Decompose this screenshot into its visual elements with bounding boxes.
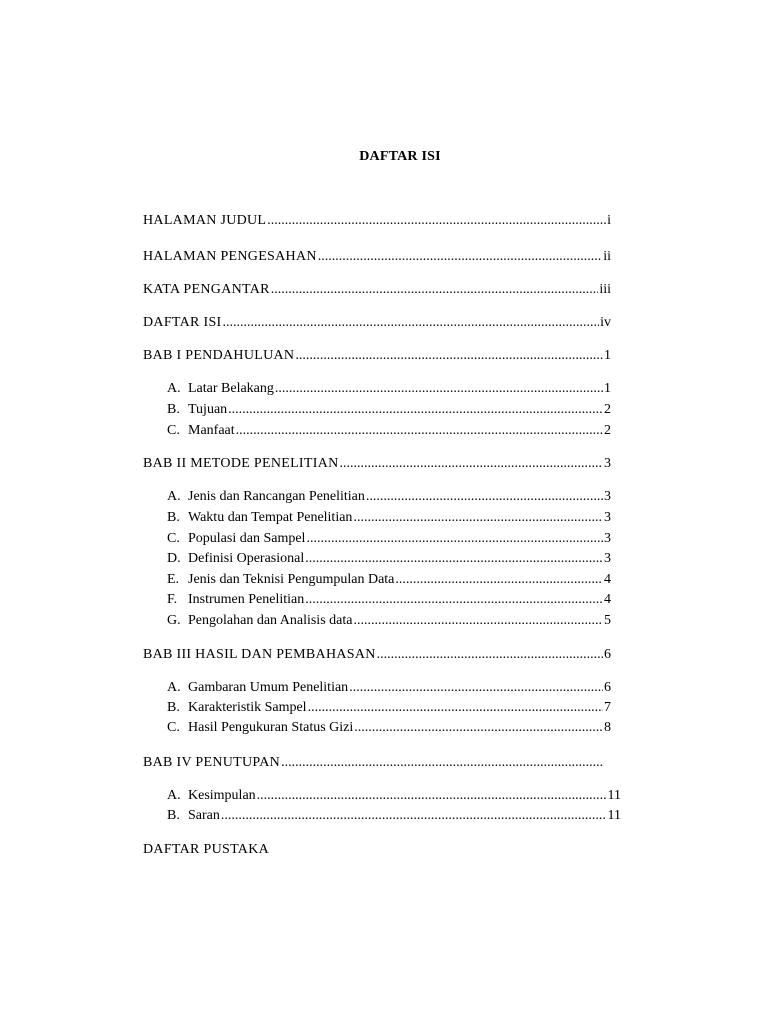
toc-subentry-marker: C. [167,720,180,735]
toc-leader-dots [340,455,603,473]
toc-leader-dots [318,248,602,266]
toc-subentry-marker: F. [167,592,178,607]
toc-leader-dots [354,719,603,737]
toc-leader-dots [223,314,600,332]
toc-entry-label: DAFTAR ISI [143,315,222,330]
toc-entry-label: BAB I PENDAHULUAN [143,348,295,363]
toc-subentry [167,550,611,568]
toc-leader-dots [306,530,603,548]
toc-entry-halaman-judul [143,212,611,230]
toc-subentry-marker: B. [167,700,180,715]
toc-entry-halaman-pengesahan [143,248,611,266]
toc-entry-label: BAB III HASIL DAN PEMBAHASAN [143,647,376,662]
toc-leader-dots [395,571,603,589]
toc-subentry [167,612,611,630]
toc-leader-dots [281,754,604,772]
toc-entry-label: HALAMAN PENGESAHAN [143,249,317,264]
toc-subentry-page: 11 [607,788,621,803]
toc-entry-page: iii [599,282,611,297]
toc-leader-dots [267,212,606,230]
toc-subentry-marker: A. [167,788,181,803]
toc-subentry-marker: D. [167,551,181,566]
toc-subentry-page: 8 [604,720,611,735]
toc-leader-dots [308,699,603,717]
toc-leader-dots [377,646,603,664]
toc-subentry-marker: A. [167,680,181,695]
toc-entry-page: 3 [604,456,611,471]
toc-subentry [167,719,611,737]
toc-subentry-label: Hasil Pengukuran Status Gizi [188,720,354,735]
toc-subentry [167,699,611,717]
toc-entry-daftar-isi [143,314,611,332]
toc-subentry [167,422,611,440]
toc-subentry-label: Pengolahan dan Analisis data [188,613,353,628]
toc-subentry-label: Tujuan [188,402,228,417]
toc-entry-label: DAFTAR PUSTAKA [143,842,270,857]
toc-subentry-label: Populasi dan Sampel [188,531,306,546]
toc-subentry [167,679,611,697]
toc-entry-page: 1 [604,348,611,363]
toc-entry-bab-4 [143,754,605,772]
toc-leader-dots [349,679,603,697]
toc-subentry [167,571,611,589]
toc-subentry-page: 3 [604,531,611,546]
toc-entry-bab-1 [143,347,611,365]
toc-entry-daftar-pustaka [143,841,611,859]
toc-leader-dots [257,787,607,805]
toc-entry-label: HALAMAN JUDUL [143,213,267,228]
toc-leader-dots [353,612,603,630]
toc-leader-dots [236,422,603,440]
toc-subentry-marker: B. [167,808,180,823]
toc-leader-dots [366,488,603,506]
toc-leader-dots [295,347,603,365]
toc-leader-dots [305,591,603,609]
toc-subentry-label: Gambaran Umum Penelitian [188,680,349,695]
toc-subentry-page: 4 [604,572,611,587]
toc-subentry-page: 3 [604,551,611,566]
toc-subentry-label: Jenis dan Teknisi Pengumpulan Data [188,572,395,587]
toc-subentry [167,530,611,548]
toc-subentry-label: Saran [188,808,220,823]
toc-subentry-marker: E. [167,572,180,587]
toc-subentry-page: 2 [604,423,611,438]
toc-subentry-marker: G. [167,613,181,628]
toc-subentry-label: Definisi Operasional [188,551,305,566]
toc-subentry-page: 7 [604,700,611,715]
toc-subentry [167,380,611,398]
toc-subentry-page: 3 [604,489,611,504]
toc-entry-kata-pengantar [143,281,611,299]
toc-subentry-page: 2 [604,402,611,417]
toc-entry-page: ii [603,249,611,264]
toc-subentry-marker: B. [167,510,180,525]
toc-subentry-page: 1 [604,381,611,396]
toc-subentry-marker: B. [167,402,180,417]
toc-subentry-label: Kesimpulan [188,788,256,803]
toc-subentry-marker: C. [167,423,180,438]
toc-subentry-label: Jenis dan Rancangan Penelitian [188,489,365,504]
toc-entry-label: BAB IV PENUTUPAN [143,755,281,770]
toc-subentry [167,509,611,527]
toc-subentry-page: 11 [607,808,621,823]
toc-subentry-marker: A. [167,381,181,396]
toc-entry-bab-2 [143,455,611,473]
toc-entry-label: KATA PENGANTAR [143,282,270,297]
toc-subentry [167,787,621,805]
toc-subentry-marker: A. [167,489,181,504]
toc-leader-dots [275,380,603,398]
page-title: DAFTAR ISI [359,149,441,164]
toc-subentry-marker: C. [167,531,180,546]
toc-subentry [167,488,611,506]
toc-subentry-page: 4 [604,592,611,607]
toc-entry-label: BAB II METODE PENELITIAN [143,456,339,471]
toc-leader-dots [305,550,603,568]
toc-leader-dots [228,401,603,419]
toc-entry-bab-3 [143,646,611,664]
toc-subentry-label: Waktu dan Tempat Penelitian [188,510,353,525]
toc-subentry-page: 3 [604,510,611,525]
toc-entry-page: i [607,213,611,228]
toc-subentry [167,591,611,609]
toc-subentry-label: Latar Belakang [188,381,274,396]
toc-subentry-page: 5 [604,613,611,628]
toc-entry-page: 6 [604,647,611,662]
toc-subentry-label: Manfaat [188,423,235,438]
toc-subentry-label: Karakteristik Sampel [188,700,307,715]
toc-leader-dots [271,281,599,299]
toc-entry-page: iv [600,315,611,330]
toc-subentry-page: 6 [604,680,611,695]
toc-subentry [167,401,611,419]
toc-leader-dots [221,807,607,825]
toc-subentry [167,807,621,825]
toc-subentry-label: Instrumen Penelitian [188,592,305,607]
toc-leader-dots [353,509,603,527]
